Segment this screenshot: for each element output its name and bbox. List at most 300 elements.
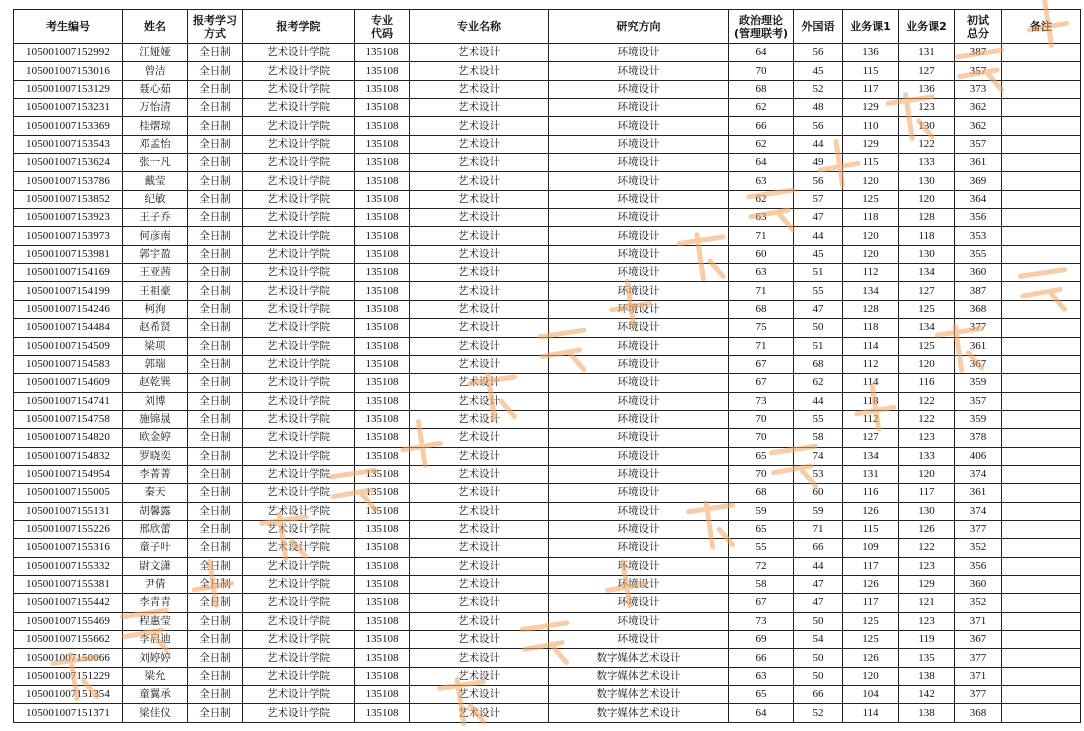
cell-subject-2-score: 130 [899,172,955,190]
cell-politics-score: 64 [729,154,794,172]
cell-politics-score: 71 [729,282,794,300]
table-row [14,337,1081,355]
table-row [14,44,1081,62]
cell-college: 艺术设计学院 [243,172,355,190]
cell-politics-score: 71 [729,227,794,245]
header-politics: 政治理论 (管理联考) [729,10,794,44]
cell-politics-score: 67 [729,355,794,373]
cell-research-direction: 数字媒体艺术设计 [549,667,729,685]
cell-remarks [1002,594,1081,612]
cell-remarks [1002,649,1081,667]
cell-study-mode: 全日制 [188,99,243,117]
cell-major-code: 135108 [355,282,410,300]
cell-major-code: 135108 [355,484,410,502]
cell-candidate-id: 105001007154583 [14,355,123,373]
cell-name: 郭瑞 [123,355,188,373]
cell-subject-2-score: 122 [899,135,955,153]
cell-candidate-id: 105001007154820 [14,429,123,447]
cell-total-score: 360 [955,575,1002,593]
cell-major-code: 135108 [355,190,410,208]
cell-subject-1-score: 117 [843,594,899,612]
cell-candidate-id: 105001007155442 [14,594,123,612]
cell-foreign-language-score: 44 [794,135,843,153]
cell-major-name: 艺术设计 [410,209,549,227]
cell-subject-2-score: 126 [899,520,955,538]
cell-college: 艺术设计学院 [243,447,355,465]
cell-major-name: 艺术设计 [410,686,549,704]
cell-subject-2-score: 138 [899,667,955,685]
cell-subject-2-score: 127 [899,62,955,80]
table-row [14,557,1081,575]
cell-subject-1-score: 115 [843,62,899,80]
cell-research-direction: 环境设计 [549,557,729,575]
cell-college: 艺术设计学院 [243,117,355,135]
cell-major-name: 艺术设计 [410,227,549,245]
cell-college: 艺术设计学院 [243,631,355,649]
cell-foreign-language-score: 44 [794,227,843,245]
cell-remarks [1002,44,1081,62]
cell-remarks [1002,337,1081,355]
cell-major-name: 艺术设计 [410,410,549,428]
cell-major-code: 135108 [355,135,410,153]
cell-politics-score: 75 [729,319,794,337]
cell-college: 艺术设计学院 [243,355,355,373]
cell-study-mode: 全日制 [188,447,243,465]
cell-research-direction: 环境设计 [549,135,729,153]
table-row [14,575,1081,593]
cell-college: 艺术设计学院 [243,99,355,117]
cell-total-score: 387 [955,282,1002,300]
cell-subject-1-score: 126 [843,649,899,667]
cell-foreign-language-score: 51 [794,264,843,282]
cell-research-direction: 环境设计 [549,154,729,172]
cell-study-mode: 全日制 [188,667,243,685]
cell-total-score: 377 [955,319,1002,337]
cell-major-name: 艺术设计 [410,557,549,575]
cell-remarks [1002,410,1081,428]
cell-study-mode: 全日制 [188,465,243,483]
cell-subject-1-score: 118 [843,319,899,337]
cell-remarks [1002,539,1081,557]
cell-research-direction: 环境设计 [549,264,729,282]
cell-subject-1-score: 128 [843,300,899,318]
cell-subject-2-score: 133 [899,154,955,172]
cell-politics-score: 68 [729,484,794,502]
cell-name: 江娅娅 [123,44,188,62]
cell-remarks [1002,117,1081,135]
table-row [14,135,1081,153]
cell-subject-2-score: 123 [899,612,955,630]
cell-college: 艺术设计学院 [243,704,355,722]
cell-research-direction: 环境设计 [549,502,729,520]
cell-major-code: 135108 [355,392,410,410]
cell-candidate-id: 105001007155131 [14,502,123,520]
cell-major-name: 艺术设计 [410,520,549,538]
cell-remarks [1002,374,1081,392]
cell-study-mode: 全日制 [188,44,243,62]
cell-politics-score: 68 [729,80,794,98]
cell-candidate-id: 105001007155662 [14,631,123,649]
cell-politics-score: 64 [729,704,794,722]
cell-remarks [1002,62,1081,80]
cell-subject-1-score: 114 [843,374,899,392]
cell-subject-1-score: 127 [843,429,899,447]
cell-total-score: 361 [955,154,1002,172]
cell-foreign-language-score: 66 [794,686,843,704]
cell-subject-1-score: 134 [843,282,899,300]
cell-total-score: 371 [955,612,1002,630]
table-body [14,44,1081,723]
cell-subject-1-score: 115 [843,154,899,172]
cell-study-mode: 全日制 [188,209,243,227]
table-row [14,447,1081,465]
cell-total-score: 359 [955,374,1002,392]
cell-research-direction: 数字媒体艺术设计 [549,704,729,722]
cell-total-score: 367 [955,355,1002,373]
cell-name: 李青青 [123,594,188,612]
cell-research-direction: 环境设计 [549,80,729,98]
cell-subject-2-score: 117 [899,484,955,502]
cell-research-direction: 环境设计 [549,392,729,410]
cell-major-code: 135108 [355,172,410,190]
cell-major-name: 艺术设计 [410,117,549,135]
cell-politics-score: 73 [729,392,794,410]
cell-candidate-id: 105001007155005 [14,484,123,502]
cell-subject-1-score: 131 [843,465,899,483]
table-row [14,686,1081,704]
cell-foreign-language-score: 47 [794,300,843,318]
table-row [14,594,1081,612]
cell-study-mode: 全日制 [188,190,243,208]
cell-major-name: 艺术设计 [410,484,549,502]
cell-study-mode: 全日制 [188,704,243,722]
cell-foreign-language-score: 50 [794,649,843,667]
cell-candidate-id: 105001007154609 [14,374,123,392]
header-foreign-language: 外国语 [794,10,843,44]
cell-candidate-id: 105001007150066 [14,649,123,667]
cell-name: 罗晓奕 [123,447,188,465]
cell-total-score: 371 [955,667,1002,685]
cell-foreign-language-score: 48 [794,99,843,117]
cell-subject-2-score: 123 [899,429,955,447]
cell-major-code: 135108 [355,520,410,538]
cell-subject-1-score: 110 [843,117,899,135]
cell-subject-2-score: 138 [899,704,955,722]
cell-politics-score: 59 [729,502,794,520]
cell-major-code: 135108 [355,44,410,62]
cell-research-direction: 环境设计 [549,99,729,117]
cell-politics-score: 63 [729,667,794,685]
cell-subject-2-score: 130 [899,502,955,520]
table-row [14,539,1081,557]
cell-foreign-language-score: 51 [794,337,843,355]
cell-college: 艺术设计学院 [243,337,355,355]
cell-college: 艺术设计学院 [243,374,355,392]
cell-study-mode: 全日制 [188,429,243,447]
header-research-direction: 研究方向 [549,10,729,44]
cell-remarks [1002,484,1081,502]
cell-subject-1-score: 129 [843,135,899,153]
table-row [14,300,1081,318]
cell-subject-1-score: 104 [843,686,899,704]
cell-subject-2-score: 120 [899,190,955,208]
cell-major-code: 135108 [355,319,410,337]
cell-politics-score: 70 [729,62,794,80]
cell-college: 艺术设计学院 [243,392,355,410]
cell-foreign-language-score: 54 [794,631,843,649]
cell-candidate-id: 105001007154741 [14,392,123,410]
cell-major-code: 135108 [355,374,410,392]
cell-college: 艺术设计学院 [243,410,355,428]
cell-study-mode: 全日制 [188,80,243,98]
cell-remarks [1002,429,1081,447]
cell-politics-score: 64 [729,44,794,62]
cell-research-direction: 环境设计 [549,337,729,355]
cell-politics-score: 62 [729,135,794,153]
cell-remarks [1002,447,1081,465]
cell-total-score: 356 [955,209,1002,227]
cell-study-mode: 全日制 [188,575,243,593]
table-row [14,319,1081,337]
cell-total-score: 377 [955,649,1002,667]
cell-study-mode: 全日制 [188,62,243,80]
cell-major-code: 135108 [355,355,410,373]
cell-major-name: 艺术设计 [410,44,549,62]
cell-candidate-id: 105001007151371 [14,704,123,722]
cell-politics-score: 65 [729,686,794,704]
cell-total-score: 362 [955,117,1002,135]
table-row [14,392,1081,410]
cell-total-score: 377 [955,686,1002,704]
table-row [14,190,1081,208]
cell-study-mode: 全日制 [188,300,243,318]
cell-major-code: 135108 [355,612,410,630]
cell-college: 艺术设计学院 [243,44,355,62]
cell-foreign-language-score: 45 [794,62,843,80]
cell-study-mode: 全日制 [188,612,243,630]
cell-major-name: 艺术设计 [410,667,549,685]
cell-name: 梁项 [123,337,188,355]
cell-major-code: 135108 [355,502,410,520]
cell-subject-2-score: 136 [899,80,955,98]
table-row [14,410,1081,428]
cell-subject-2-score: 134 [899,264,955,282]
cell-college: 艺术设计学院 [243,557,355,575]
cell-subject-1-score: 120 [843,245,899,263]
cell-politics-score: 73 [729,612,794,630]
cell-remarks [1002,575,1081,593]
cell-major-code: 135108 [355,264,410,282]
cell-total-score: 355 [955,245,1002,263]
cell-major-code: 135108 [355,80,410,98]
cell-study-mode: 全日制 [188,264,243,282]
cell-remarks [1002,135,1081,153]
cell-foreign-language-score: 50 [794,667,843,685]
cell-total-score: 364 [955,190,1002,208]
header-major-name: 专业名称 [410,10,549,44]
cell-major-name: 艺术设计 [410,539,549,557]
cell-major-name: 艺术设计 [410,245,549,263]
cell-politics-score: 55 [729,539,794,557]
cell-subject-1-score: 112 [843,410,899,428]
cell-name: 胡馨露 [123,502,188,520]
cell-major-code: 135108 [355,99,410,117]
cell-total-score: 362 [955,99,1002,117]
cell-subject-2-score: 122 [899,539,955,557]
cell-subject-1-score: 117 [843,80,899,98]
cell-subject-2-score: 122 [899,410,955,428]
cell-major-code: 135108 [355,227,410,245]
cell-major-code: 135108 [355,465,410,483]
cell-major-name: 艺术设计 [410,337,549,355]
cell-name: 尹倩 [123,575,188,593]
cell-college: 艺术设计学院 [243,282,355,300]
cell-total-score: 377 [955,520,1002,538]
cell-foreign-language-score: 57 [794,190,843,208]
cell-politics-score: 68 [729,300,794,318]
cell-foreign-language-score: 66 [794,539,843,557]
cell-foreign-language-score: 55 [794,282,843,300]
cell-subject-2-score: 134 [899,319,955,337]
cell-subject-1-score: 115 [843,520,899,538]
cell-research-direction: 环境设计 [549,62,729,80]
cell-study-mode: 全日制 [188,410,243,428]
cell-study-mode: 全日制 [188,227,243,245]
header-study-mode: 报考学习 方式 [188,10,243,44]
cell-foreign-language-score: 49 [794,154,843,172]
cell-study-mode: 全日制 [188,154,243,172]
cell-study-mode: 全日制 [188,319,243,337]
cell-major-name: 艺术设计 [410,429,549,447]
cell-candidate-id: 105001007153923 [14,209,123,227]
cell-subject-2-score: 130 [899,245,955,263]
cell-major-code: 135108 [355,429,410,447]
cell-subject-2-score: 125 [899,337,955,355]
table-row [14,264,1081,282]
table-row [14,62,1081,80]
cell-college: 艺术设计学院 [243,264,355,282]
cell-candidate-id: 105001007155332 [14,557,123,575]
cell-politics-score: 65 [729,520,794,538]
cell-foreign-language-score: 62 [794,374,843,392]
cell-study-mode: 全日制 [188,520,243,538]
cell-name: 邢欣蕾 [123,520,188,538]
cell-study-mode: 全日制 [188,172,243,190]
cell-name: 秦天 [123,484,188,502]
cell-remarks [1002,300,1081,318]
cell-name: 赵希贤 [123,319,188,337]
cell-subject-1-score: 118 [843,392,899,410]
cell-name: 欧金婷 [123,429,188,447]
cell-subject-2-score: 116 [899,374,955,392]
cell-politics-score: 67 [729,374,794,392]
cell-research-direction: 环境设计 [549,447,729,465]
cell-name: 王子乔 [123,209,188,227]
cell-college: 艺术设计学院 [243,686,355,704]
header-college: 报考学院 [243,10,355,44]
cell-major-code: 135108 [355,62,410,80]
cell-major-name: 艺术设计 [410,631,549,649]
table-row [14,99,1081,117]
cell-foreign-language-score: 47 [794,209,843,227]
cell-foreign-language-score: 56 [794,117,843,135]
cell-research-direction: 环境设计 [549,227,729,245]
cell-politics-score: 66 [729,117,794,135]
cell-subject-1-score: 125 [843,612,899,630]
cell-subject-2-score: 142 [899,686,955,704]
cell-remarks [1002,631,1081,649]
cell-foreign-language-score: 60 [794,484,843,502]
cell-subject-2-score: 122 [899,392,955,410]
cell-candidate-id: 105001007153129 [14,80,123,98]
cell-major-code: 135108 [355,410,410,428]
cell-research-direction: 数字媒体艺术设计 [549,686,729,704]
cell-politics-score: 62 [729,190,794,208]
cell-candidate-id: 105001007153624 [14,154,123,172]
cell-major-name: 艺术设计 [410,282,549,300]
cell-subject-2-score: 129 [899,575,955,593]
cell-college: 艺术设计学院 [243,539,355,557]
cell-politics-score: 72 [729,557,794,575]
cell-foreign-language-score: 45 [794,245,843,263]
score-table [13,9,1081,723]
cell-major-code: 135108 [355,447,410,465]
cell-major-name: 艺术设计 [410,704,549,722]
cell-research-direction: 环境设计 [549,631,729,649]
cell-name: 万怡清 [123,99,188,117]
cell-total-score: 361 [955,484,1002,502]
cell-research-direction: 环境设计 [549,117,729,135]
cell-major-name: 艺术设计 [410,392,549,410]
cell-research-direction: 环境设计 [549,374,729,392]
table-row [14,374,1081,392]
cell-total-score: 359 [955,410,1002,428]
cell-candidate-id: 105001007154484 [14,319,123,337]
cell-politics-score: 71 [729,337,794,355]
cell-foreign-language-score: 55 [794,410,843,428]
cell-total-score: 357 [955,62,1002,80]
cell-subject-2-score: 123 [899,99,955,117]
cell-candidate-id: 105001007153981 [14,245,123,263]
cell-remarks [1002,319,1081,337]
cell-name: 程惠莹 [123,612,188,630]
cell-research-direction: 环境设计 [549,612,729,630]
cell-subject-2-score: 120 [899,465,955,483]
table-row [14,502,1081,520]
cell-subject-2-score: 130 [899,117,955,135]
cell-politics-score: 69 [729,631,794,649]
cell-remarks [1002,99,1081,117]
cell-name: 戴莹 [123,172,188,190]
cell-major-name: 艺术设计 [410,355,549,373]
cell-research-direction: 环境设计 [549,355,729,373]
header-name: 姓名 [123,10,188,44]
cell-college: 艺术设计学院 [243,190,355,208]
cell-study-mode: 全日制 [188,594,243,612]
cell-foreign-language-score: 56 [794,172,843,190]
header-major-code: 专业 代码 [355,10,410,44]
cell-major-name: 艺术设计 [410,374,549,392]
cell-name: 聂心茹 [123,80,188,98]
cell-candidate-id: 105001007153369 [14,117,123,135]
cell-candidate-id: 105001007153786 [14,172,123,190]
cell-remarks [1002,612,1081,630]
cell-politics-score: 66 [729,649,794,667]
cell-research-direction: 数字媒体艺术设计 [549,649,729,667]
cell-name: 纪敏 [123,190,188,208]
cell-remarks [1002,557,1081,575]
cell-subject-2-score: 127 [899,282,955,300]
